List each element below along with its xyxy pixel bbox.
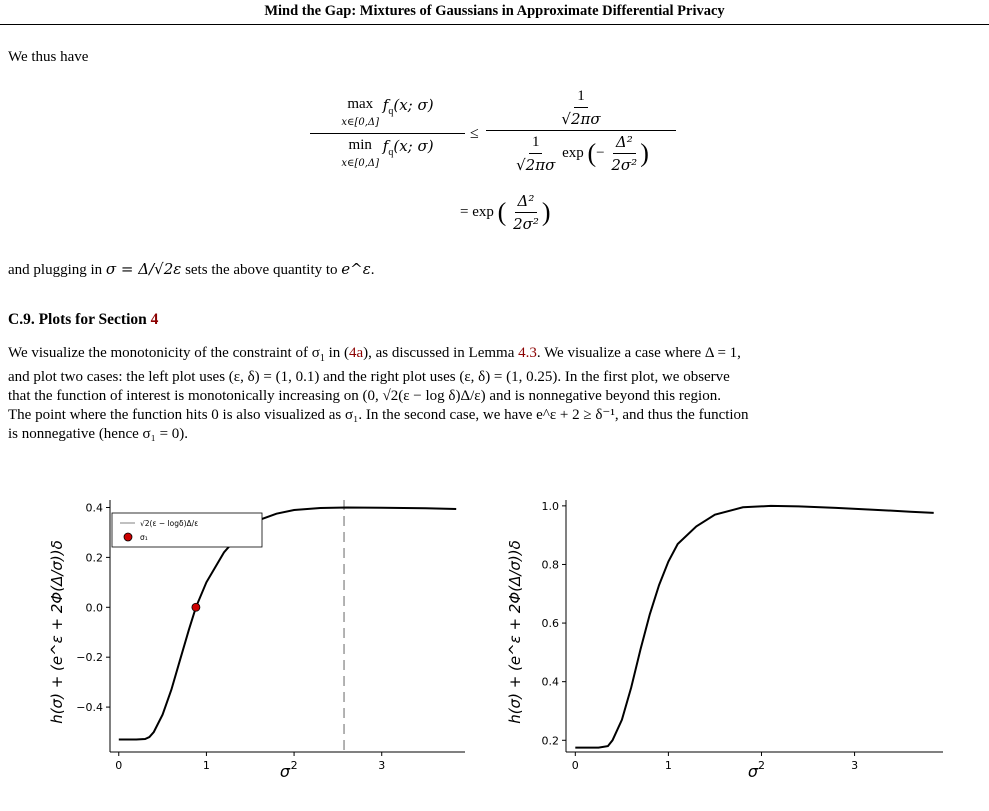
section-heading xyxy=(8,311,158,329)
y-tick-label: 0.4 xyxy=(541,675,559,689)
display-equation xyxy=(310,88,690,238)
running-head xyxy=(0,0,989,25)
rhs-num-frac xyxy=(558,88,603,128)
x-tick-label: 1 xyxy=(664,759,672,772)
lhs-den-sub: q xyxy=(388,147,394,158)
line2-exp-num: Δ² xyxy=(515,192,538,213)
lhs-den-args: (x; σ) xyxy=(393,137,434,155)
x-tick-label: 0 xyxy=(571,759,579,772)
section-title: Plots for Section xyxy=(38,311,151,328)
x-tick-label: 0 xyxy=(115,759,123,772)
y-tick-label: 1.0 xyxy=(541,499,559,513)
x-tick-label: 3 xyxy=(378,759,386,772)
max-range: x∈[0,Δ] xyxy=(341,117,380,128)
x-tick-label: 2 xyxy=(757,759,765,772)
body-s1-d: . We visualize a case where Δ = 1, xyxy=(536,345,741,361)
body-s1-sub: 1 xyxy=(319,353,325,364)
y-tick-label: 0.0 xyxy=(85,601,103,615)
body-line-5: is nonnegative (hence σ₁ = 0). xyxy=(8,426,189,442)
eq-ref-link[interactable]: 4a xyxy=(348,345,364,361)
after-equation-text xyxy=(8,260,983,280)
body-s1-c: ), as discussed in Lemma xyxy=(363,345,519,361)
leq-sign: ≤ xyxy=(470,125,479,142)
legend-point-label: σ₁ xyxy=(140,533,148,542)
body-paragraph xyxy=(8,344,983,444)
after-eq-suffix: . xyxy=(370,262,375,278)
y-tick-label: 0.2 xyxy=(85,551,103,565)
min-range: x∈[0,Δ] xyxy=(341,158,380,169)
y-tick-label: −0.2 xyxy=(76,651,103,665)
rhs-exponent-frac xyxy=(608,133,640,174)
equation-lhs xyxy=(310,96,465,171)
sigma1-point xyxy=(192,603,200,611)
body-line-4: The point where the function hits 0 is also visualized as σ₁. In the second case, we have e^ε + 2 ≥ δ⁻¹, and thus the function xyxy=(8,407,749,423)
legend-point-swatch xyxy=(124,533,132,541)
line2-exp-den: 2σ² xyxy=(513,215,539,233)
rhs-den-frac xyxy=(513,134,558,174)
right-ylabel: h(σ) + (e^ε + 2Φ(Δ/σ))δ xyxy=(506,540,524,724)
after-eq-math: σ = Δ/√2ε xyxy=(105,260,182,278)
y-tick-label: 0.8 xyxy=(541,558,559,572)
y-tick-label: 0.6 xyxy=(541,617,559,631)
rhs-minus: − xyxy=(596,144,605,161)
right-xlabel: σ xyxy=(747,762,759,781)
x-tick-label: 2 xyxy=(290,759,298,772)
body-s1-b: in ( xyxy=(324,345,349,361)
eq-sign: = xyxy=(460,203,469,220)
legend-line-label: √2(ε − logδ)Δ/ε xyxy=(140,519,199,528)
y-tick-label: 0.4 xyxy=(85,501,103,515)
lhs-num-density: f xyxy=(382,96,389,114)
right-plot xyxy=(498,490,958,790)
y-tick-label: −0.4 xyxy=(76,701,103,715)
min-operator: min xyxy=(348,137,372,153)
equation-line2: = exp ( $\frac{\text{Δ²}}{\text{2σ²}}$ ) xyxy=(460,192,551,233)
body-line-1 xyxy=(8,344,983,368)
body-line-2: and plot two cases: the left plot uses (ε, δ) = (1, 0.1) and the right plot uses (ε, δ) = (1, 0.25). In the first plot, we observe xyxy=(8,369,730,385)
line2-exp: exp xyxy=(472,203,494,220)
left-plot xyxy=(40,490,480,790)
max-operator: max xyxy=(347,96,374,112)
after-eq-prefix: and plugging in xyxy=(8,262,106,278)
section-number: C.9. xyxy=(8,311,35,328)
lhs-num-sub: q xyxy=(388,106,394,117)
equation-rhs: $\frac{1}{√2\pi\sigma}$ $\frac{1}{√2\pi\sigma}$ exp (− $\frac{\text{Δ²}}{\text{2σ²}}$ ) xyxy=(486,88,676,174)
x-tick-label: 1 xyxy=(202,759,210,772)
section-ref-link[interactable]: 4 xyxy=(150,311,159,328)
intro-text: We thus have xyxy=(8,49,89,65)
rhs-num-one: 1 xyxy=(574,88,588,108)
y-tick-label: 0.2 xyxy=(541,734,559,748)
body-s1-a: We visualize the monotonicity of the constraint of σ xyxy=(8,345,320,361)
left-xlabel: σ xyxy=(279,762,291,781)
rhs-exp: exp xyxy=(562,144,584,161)
rhs-exp-den: 2σ² xyxy=(611,156,638,174)
lhs-den-density: f xyxy=(382,137,389,155)
paper-title: Mind the Gap: Mixtures of Gaussians in Approximate Differential Privacy xyxy=(264,3,725,19)
rhs-num-sqrt: √2πσ xyxy=(561,110,601,128)
x-tick-label: 3 xyxy=(851,759,859,772)
legend xyxy=(112,513,262,547)
after-eq-math2: e^ε xyxy=(341,260,371,278)
body-line-3: that the function of interest is monotonically increasing on (0, √2(ε − log δ)Δ/ε) and is nonnegative beyond this region. xyxy=(8,388,721,404)
rhs-den-one: 1 xyxy=(529,134,543,154)
after-eq-middle: sets the above quantity to xyxy=(181,262,342,278)
rhs-den-sqrt: √2πσ xyxy=(516,155,556,174)
line2-exponent-frac xyxy=(510,192,542,233)
lemma-ref-link[interactable]: 4.3 xyxy=(518,345,537,361)
lhs-num-args: (x; σ) xyxy=(393,96,434,114)
rhs-exp-num: Δ² xyxy=(613,133,636,154)
right-curve xyxy=(575,506,933,748)
left-ylabel: h(σ) + (e^ε + 2Φ(Δ/σ))δ xyxy=(48,540,66,724)
